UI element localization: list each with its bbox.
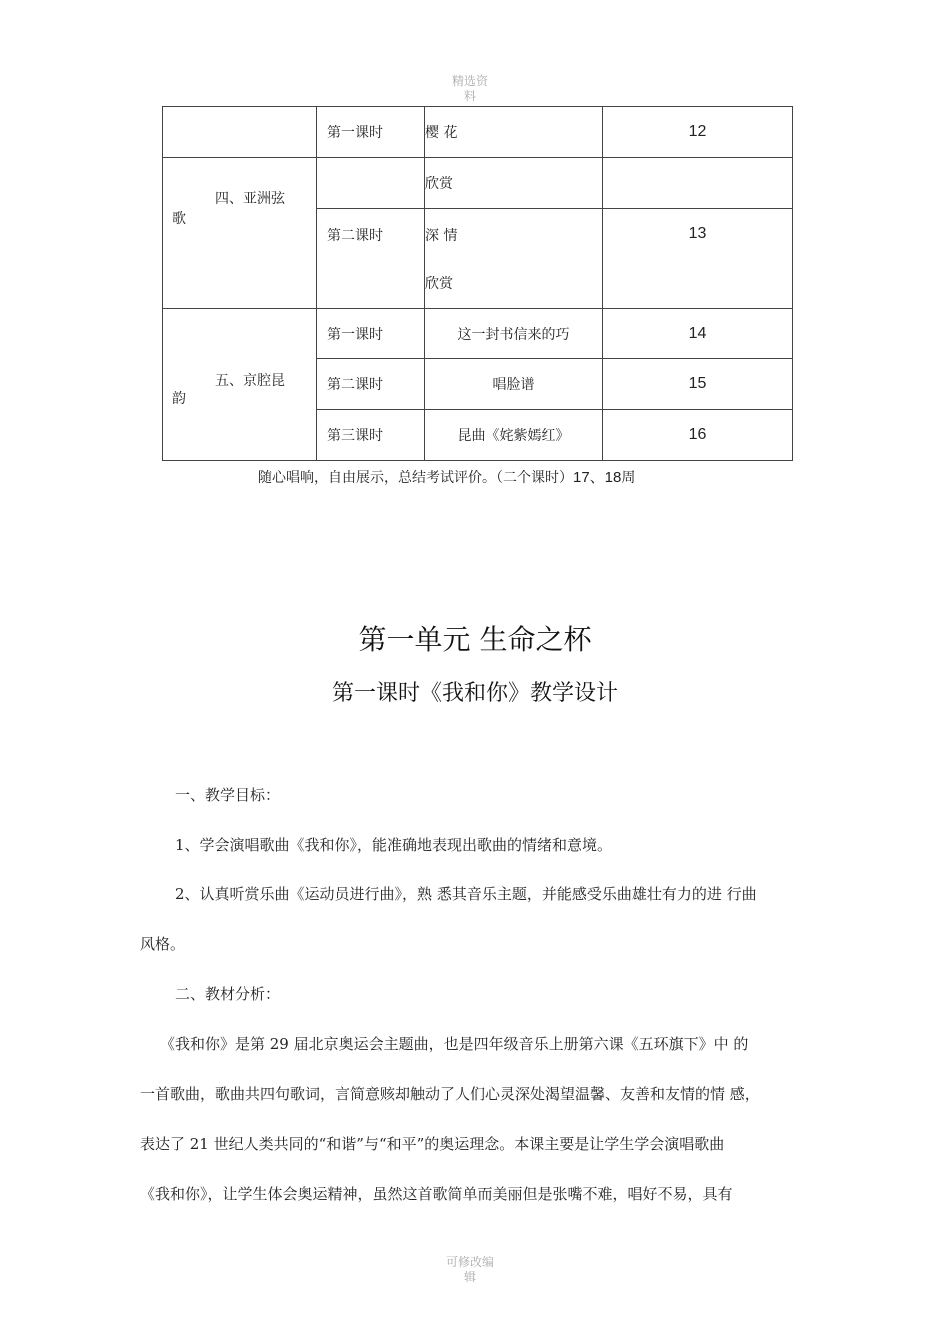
period-cell: 第三课时: [317, 410, 425, 461]
unit-cell: [163, 158, 317, 309]
period-cell: 第一课时: [317, 309, 425, 359]
table-row: [163, 309, 793, 359]
week-cell: 12: [603, 107, 793, 158]
unit-title: 第一单元 生命之杯: [358, 623, 592, 656]
goal-item-1: 1、学会演唱歌曲《我和你》，能准确地表现出歌曲的情绪和意境。: [175, 836, 613, 854]
period-cell: 第一课时: [317, 107, 425, 158]
period-cell: 第二课时: [317, 209, 425, 309]
week-cell: 14: [603, 309, 793, 359]
content-cell: 这一封书信来的巧: [425, 309, 603, 359]
week-cell: 15: [603, 359, 793, 410]
unit-cell: [163, 309, 317, 461]
unit-name-line-1: 五、京腔昆: [215, 372, 285, 389]
analysis-line-2: 一首歌曲，歌曲共四句歌词，言简意赅却触动了人们心灵深处渴望温馨、友善和友情的情 感，: [140, 1085, 760, 1103]
period-cell-empty: [317, 158, 425, 209]
week-cell: 13: [603, 209, 793, 309]
unit-name-line-2: 韵: [172, 390, 186, 407]
exam-note-suffix: 周: [621, 470, 636, 486]
unit-name-line-1: 四、亚洲弦: [215, 191, 285, 207]
schedule-table: [162, 106, 793, 461]
goal-item-2-line-2: 风格。: [140, 935, 186, 953]
header-line-2: 料: [463, 89, 476, 103]
unit-cell-empty: [163, 107, 317, 158]
page-header-watermark: [440, 74, 500, 104]
exam-note-text: 随心唱响，自由展示，总结考试评价。（二个课时）: [258, 470, 573, 486]
page-footer-watermark: [440, 1255, 500, 1285]
content-cell: 樱 花: [425, 107, 603, 158]
week-cell-empty: [603, 158, 793, 209]
table-row: [163, 158, 793, 209]
unit-name-line-2: 歌: [172, 211, 186, 227]
exam-note-weeks: 17、18: [573, 469, 622, 486]
content-line-2: 欣赏: [425, 276, 453, 292]
section-heading-goals: 一、教学目标：: [175, 786, 281, 804]
content-cell: 昆曲《姹紫嫣红》: [425, 410, 603, 461]
content-cell: 欣赏: [425, 158, 603, 209]
goal-item-2-line-1: 2、认真听赏乐曲《运动员进行曲》，熟 悉其音乐主题，并能感受乐曲雄壮有力的进 行曲: [175, 885, 757, 903]
week-cell: 16: [603, 410, 793, 461]
table-row: [163, 107, 793, 158]
footer-line-1: 可修改编: [445, 1255, 494, 1269]
analysis-line-1: 《我和你》是第 29 届北京奥运会主题曲，也是四年级音乐上册第六课《五环旗下》中 的: [160, 1035, 749, 1053]
content-cell: [425, 209, 603, 309]
content-line-1: 深 情: [425, 228, 458, 244]
lesson-subtitle: 第一课时《我和你》教学设计: [331, 681, 618, 706]
analysis-line-4: 《我和你》，让学生体会奥运精神，虽然这首歌简单而美丽但是张嘴不难，唱好不易，具有: [140, 1185, 733, 1203]
analysis-line-3: 表达了 21 世纪人类共同的“和谐”与“和平”的奥运理念。本课主要是让学生学会演唱歌曲: [140, 1135, 725, 1153]
content-cell: 唱脸谱: [425, 359, 603, 410]
footer-line-2: 辑: [463, 1270, 476, 1284]
period-cell: 第二课时: [317, 359, 425, 410]
exam-note: [258, 466, 635, 487]
section-heading-analysis: 二、教材分析：: [175, 985, 281, 1003]
header-line-1: 精选资: [451, 74, 488, 88]
